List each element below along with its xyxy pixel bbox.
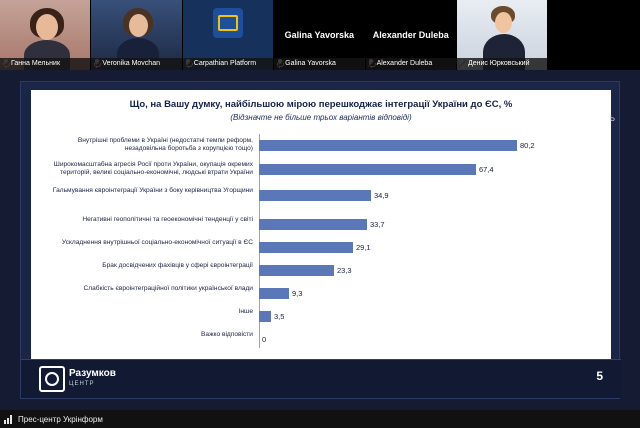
razumkov-logo-icon [39,366,65,392]
bar [259,288,289,299]
bar [259,265,334,276]
participant-display-name-5: Alexander Duleba [366,0,456,70]
bar-value-label: 80,2 [520,140,535,150]
category-label: Гальмування євроінтеграції України з боку керівництва Угорщини [52,187,253,194]
chart-plot-area [259,134,589,348]
chart-bar-row [259,236,371,258]
category-label: Широкомасштабна агресія Росії проти України, окупація окремих територій, великі соціально-економічні, людські втрати України [53,161,253,177]
presentation-slide [20,81,620,399]
slide-footer [21,359,621,398]
chart-bar-row [259,282,302,304]
bar [259,219,367,230]
category-label: Брак досвідчених фахівців у сфері євроінтеграції [102,262,253,269]
bar [259,190,371,201]
participant-tile-3[interactable] [183,0,274,70]
participant-filmstrip [0,0,640,70]
chart-bar-row [259,158,494,180]
participant-tile-1[interactable] [0,0,91,70]
chart-bar-row [259,305,284,327]
chart-bar-row [259,328,266,350]
participant-name-4: Galina Yavorska [274,58,364,70]
chart-title: Що, на Вашу думку, найбільшою мірою перешкоджає інтеграції України до ЄС, % [129,99,513,110]
participant-tile-4[interactable] [274,0,365,70]
chart-bar-row [259,213,385,235]
bar [259,311,271,322]
participant-name-6: Денис Юрковський [457,58,547,70]
bar-value-label: 9,3 [292,288,303,298]
participant-name-1: Ганна Мельник [0,58,90,70]
category-label: Важко відповісти [201,331,253,338]
participant-name-2: Veronika Movchan [91,58,181,70]
category-label: Інше [238,308,253,315]
participant-name-5: Alexander Duleba [366,58,456,70]
participant-tile-2[interactable] [91,0,182,70]
category-label: Внутрішні проблеми в Україні (недостатні темпи реформ, незадовільна боротьба з корупцією тощо) [77,137,253,153]
participant-tile-6[interactable] [457,0,548,70]
category-label: Ускладнення внутрішньої соціально-економічної ситуації в ЄС [61,239,253,246]
chart-subtitle: (Відзначте не більше трьох варіантів відповіді) [230,113,412,122]
bar-value-label: 34,9 [374,190,389,200]
organization-subtitle: ЦЕНТР [69,381,95,387]
category-label: Слабкість євроінтеграційної політики української влади [83,285,253,292]
participant-display-name-4: Galina Yavorska [274,0,364,70]
participant-tile-5[interactable] [366,0,457,70]
signal-bars-icon [4,415,14,424]
chart-category-labels [49,134,253,348]
bar-value-label: 3,5 [274,311,285,321]
chart-bar-row [259,134,535,156]
taskbar-label: Прес-центр Укрінформ [18,414,103,424]
chart-bar-row [259,184,389,206]
chart-bars [259,134,589,348]
taskbar [0,410,640,428]
bar-value-label: 23,3 [337,265,352,275]
slide-corner-mark: Ь [609,114,615,123]
bar [259,242,353,253]
shared-screen-area [0,70,640,410]
bar-value-label: 29,1 [356,242,371,252]
bar [259,140,517,151]
slide-content [31,90,611,360]
bar-value-label: 33,7 [370,219,385,229]
organization-name: Разумков [69,368,116,379]
participant-name-3: Carpathian Platform [183,58,273,70]
category-label: Негативні геополітичні та геоекономічні тенденції у світі [82,216,253,223]
slide-page-number: 5 [596,369,603,383]
bar-value-label: 0 [262,334,267,344]
chart-bar-row [259,259,352,281]
bar-value-label: 67,4 [479,164,494,174]
bar [259,164,476,175]
